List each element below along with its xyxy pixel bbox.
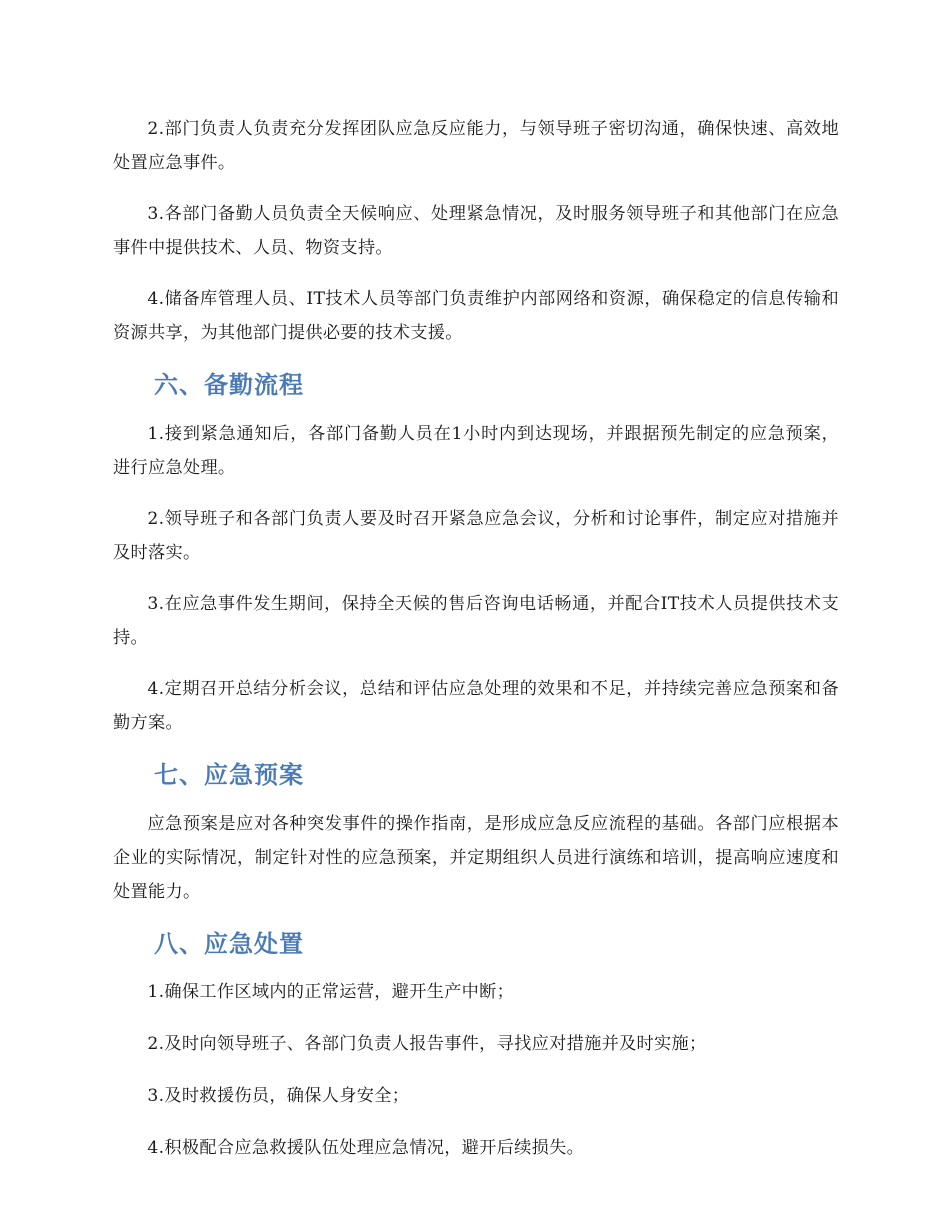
section6-paragraph-3: 3.在应急事件发生期间，保持全天候的售后咨询电话畅通，并配合IT技术人员提供技术支持。: [113, 594, 839, 648]
section8-item-2: 2.及时向领导班子、各部门负责人报告事件，寻找应对措施并及时实施；: [147, 1034, 707, 1054]
section6-paragraph-1: 1.接到紧急通知后，各部门备勤人员在1小时内到达现场，并跟据预先制定的应急预案，进行应急处理。: [113, 424, 839, 478]
section6-paragraph-4: 4.定期召开总结分析会议，总结和评估应急处理的效果和不足，并持续完善应急预案和备勤方案。: [113, 679, 839, 733]
section5-paragraph-4: 4.储备库管理人员、IT技术人员等部门负责维护内部网络和资源，确保稳定的信息传输和资源共享，为其他部门提供必要的技术支援。: [113, 289, 839, 343]
section8-heading: 八、应急处置: [154, 930, 304, 958]
section7-paragraph-1: 应急预案是应对各种突发事件的操作指南，是形成应急反应流程的基础。各部门应根据本企业的实际情况，制定针对性的应急预案，并定期组织人员进行演练和培训，提高响应速度和处置能力。: [113, 814, 839, 902]
section8-item-1: 1.确保工作区域内的正常运营，避开生产中断；: [147, 982, 515, 1002]
section8-item-3: 3.及时救援伤员，确保人身安全；: [147, 1086, 410, 1106]
section6-paragraph-2: 2.领导班子和各部门负责人要及时召开紧急应急会议，分析和讨论事件，制定应对措施并及时落实。: [113, 509, 839, 563]
section6-heading: 六、备勤流程: [154, 371, 304, 399]
section5-paragraph-3: 3.各部门备勤人员负责全天候响应、处理紧急情况，及时服务领导班子和其他部门在应急事件中提供技术、人员、物资支持。: [113, 204, 839, 258]
document-page: [113, 112, 839, 1184]
section5-paragraph-2: 2.部门负责人负责充分发挥团队应急反应能力，与领导班子密切沟通，确保快速、高效地处置应急事件。: [113, 119, 839, 173]
section7-heading: 七、应急预案: [154, 761, 304, 789]
section8-item-4: 4.积极配合应急救援队伍处理应急情况，避开后续损失。: [147, 1138, 585, 1158]
